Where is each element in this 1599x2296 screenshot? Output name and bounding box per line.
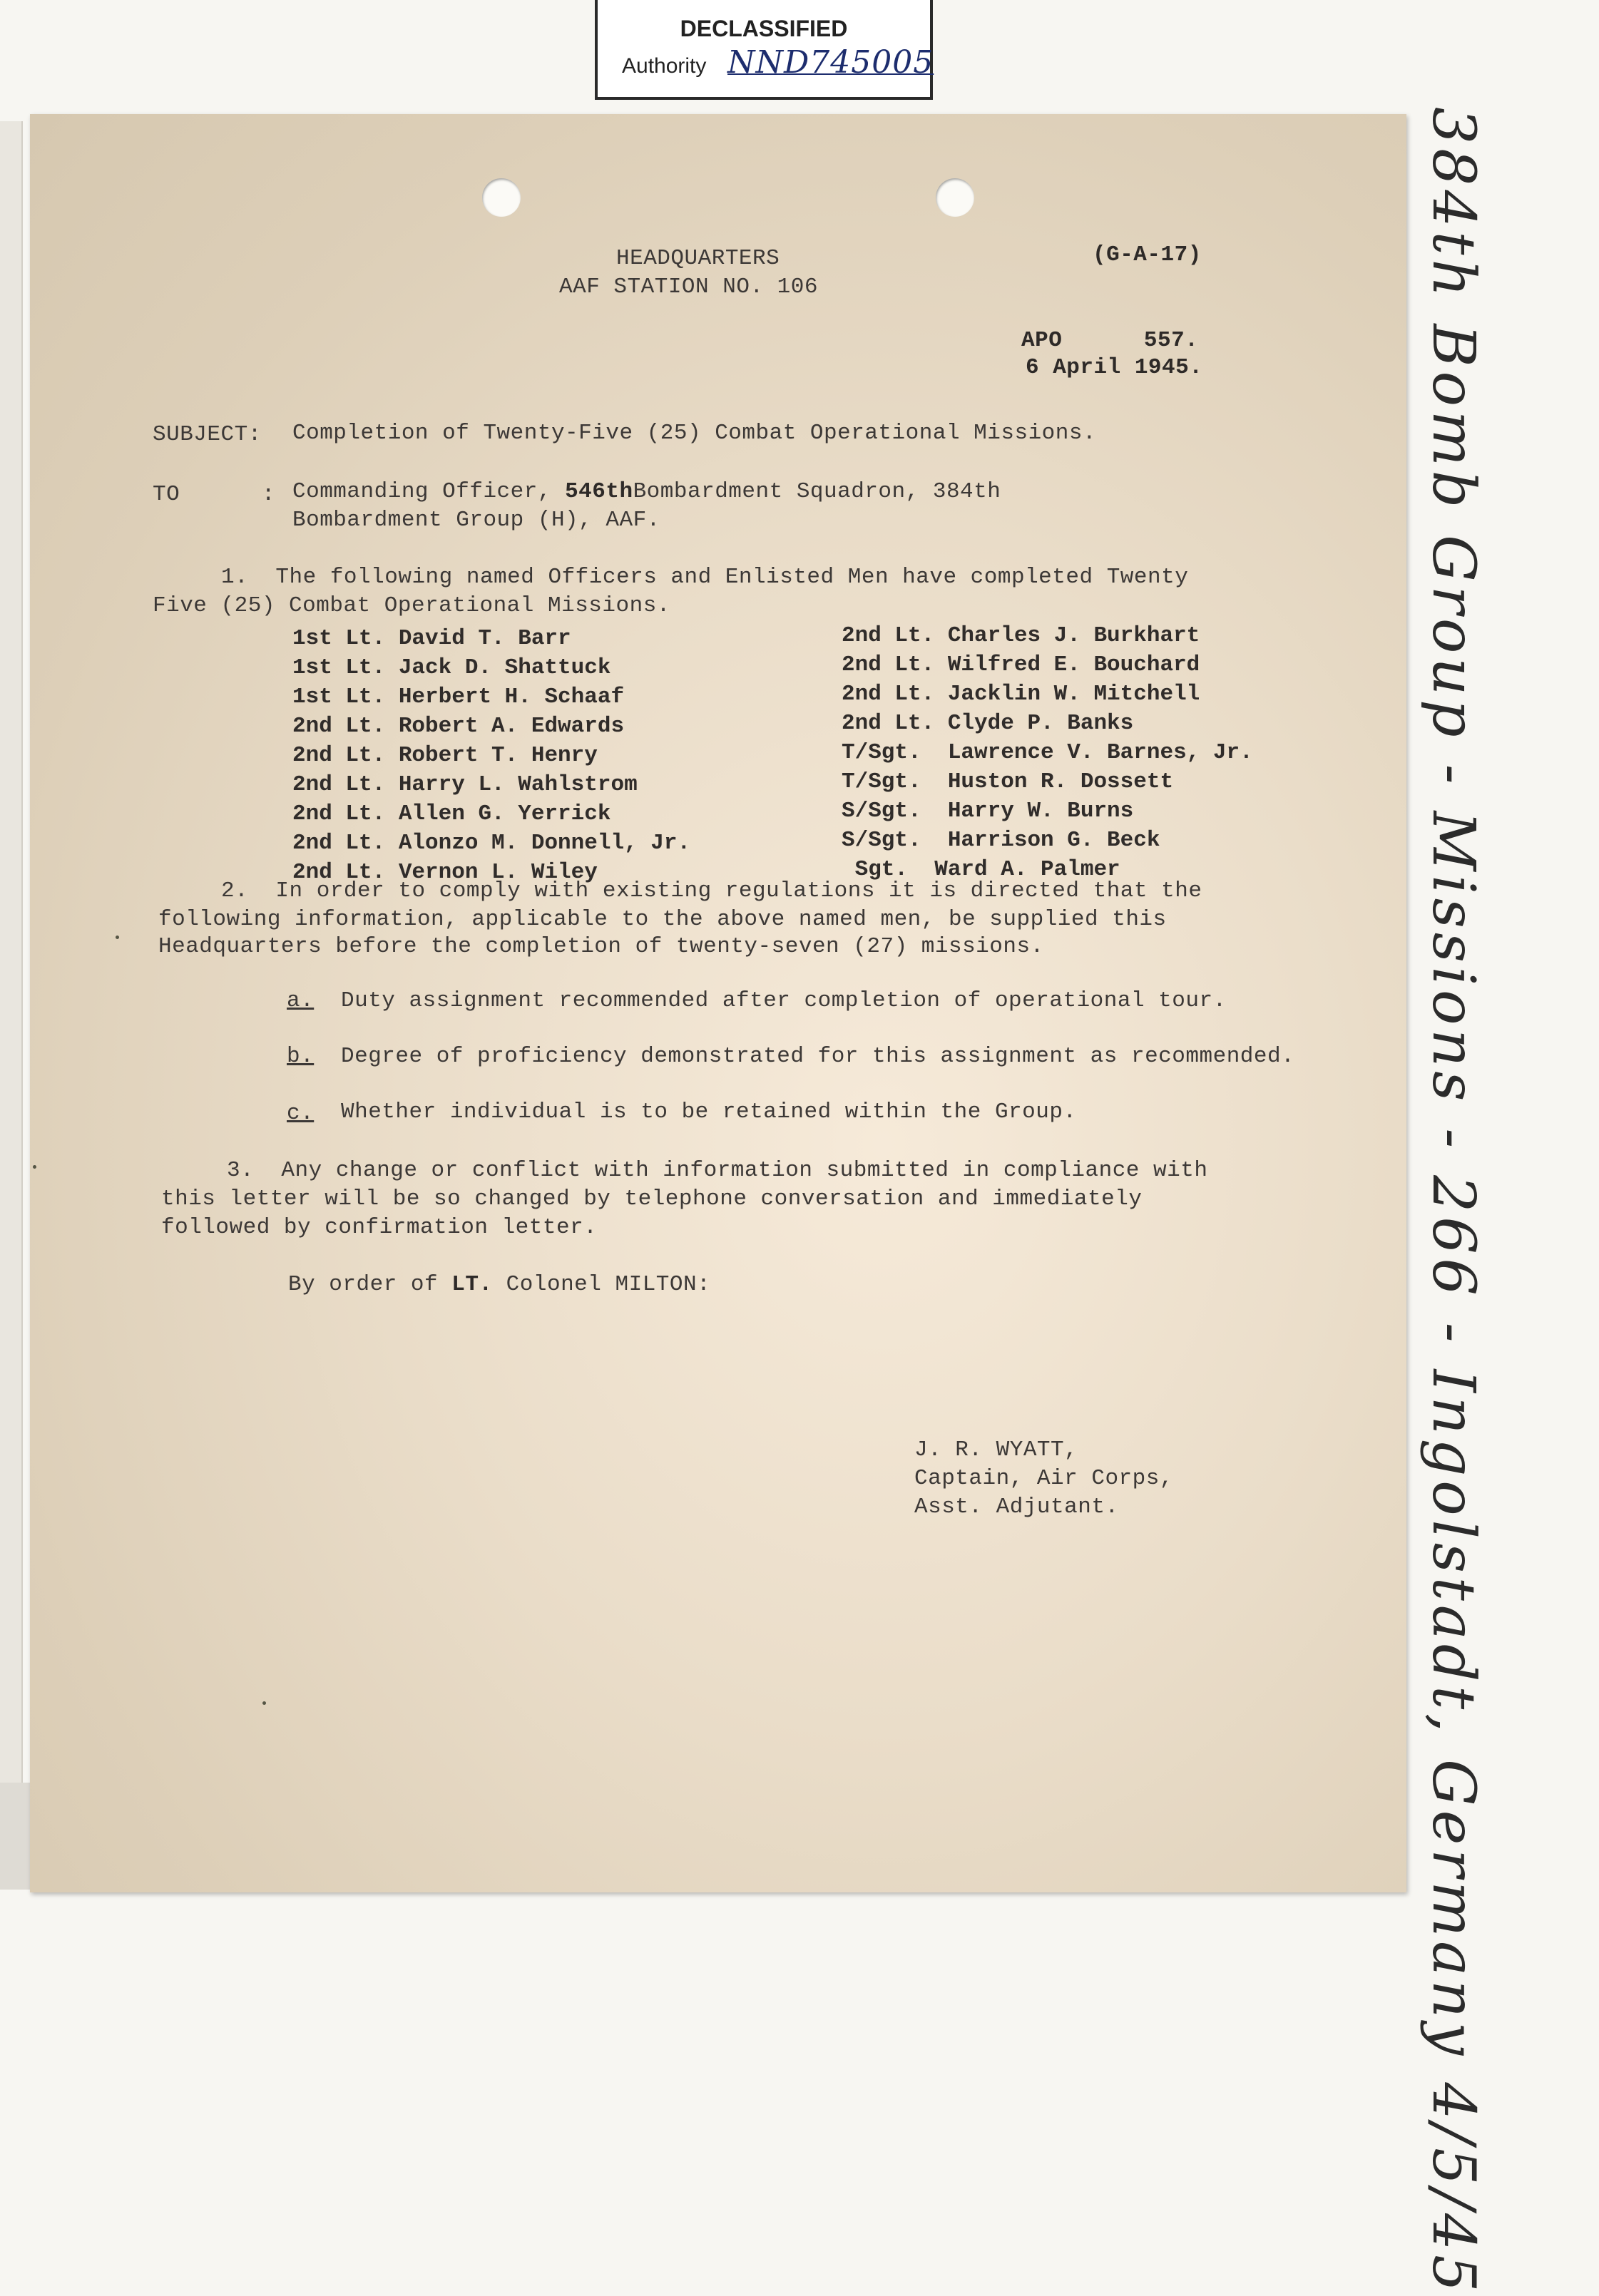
punch-hole-left xyxy=(482,178,521,217)
item-b-text: Degree of proficiency demonstrated for this assignment as recommended. xyxy=(341,1044,1295,1069)
to-recipient: Commanding Officer, xyxy=(292,479,566,504)
squadron-number: 546th xyxy=(565,479,633,504)
personnel-entry: T/Sgt. Huston R. Dossett xyxy=(842,769,1174,794)
order-rank-overstrike: LT. xyxy=(451,1272,493,1297)
personnel-entry: 2nd Lt. Wilfred E. Bouchard xyxy=(842,652,1200,677)
para2-line2: following information, applicable to the above named men, be supplied this xyxy=(158,907,1167,932)
personnel-entry: Sgt. Ward A. Palmer xyxy=(842,857,1120,882)
para3-line2: this letter will be so changed by telephone conversation and immediately xyxy=(161,1187,1143,1211)
to-line-2: Bombardment Group (H), AAF. xyxy=(292,508,660,533)
paper-speck xyxy=(262,1701,266,1705)
document-code: (G-A-17) xyxy=(1093,242,1202,267)
personnel-entry: T/Sgt. Lawrence V. Barnes, Jr. xyxy=(842,740,1253,765)
underlying-page-corner xyxy=(0,1783,31,1890)
declassified-stamp xyxy=(595,0,933,100)
personnel-list-left xyxy=(292,626,690,889)
para2-line1: 2. In order to comply with existing regulations it is directed that the xyxy=(221,878,1202,903)
to-label: TO : xyxy=(153,482,275,507)
personnel-entry: 2nd Lt. Robert T. Henry xyxy=(292,743,598,768)
para1-line1: 1. The following named Officers and Enlisted Men have completed Twenty xyxy=(221,565,1189,590)
item-a-text: Duty assignment recommended after completion of operational tour. xyxy=(341,988,1227,1013)
signature-rank: Captain, Air Corps, xyxy=(914,1466,1173,1491)
item-a-letter: a. xyxy=(287,988,315,1013)
para2-line3: Headquarters before the completion of twenty-seven (27) missions. xyxy=(158,934,1044,959)
paper-speck xyxy=(116,936,119,939)
to-line-1 xyxy=(292,479,1001,504)
personnel-entry: S/Sgt. Harry W. Burns xyxy=(842,799,1134,824)
document-page xyxy=(30,114,1406,1892)
personnel-entry: 2nd Lt. Jacklin W. Mitchell xyxy=(842,682,1200,707)
personnel-entry: 2nd Lt. Clyde P. Banks xyxy=(842,711,1134,736)
personnel-entry: 2nd Lt. Alonzo M. Donnell, Jr. xyxy=(292,831,691,856)
subject-text: Completion of Twenty-Five (25) Combat Operational Missions. xyxy=(292,421,1097,446)
order-line xyxy=(288,1272,710,1297)
document-date: 6 April 1945. xyxy=(1026,355,1203,380)
para3-line1: 3. Any change or conflict with information submitted in compliance with xyxy=(227,1158,1208,1183)
personnel-list-right xyxy=(842,623,1253,886)
order-prefix: By order of xyxy=(288,1272,452,1297)
para1-line2: Five (25) Combat Operational Missions. xyxy=(153,593,670,618)
item-b-letter: b. xyxy=(287,1044,315,1069)
personnel-entry: 2nd Lt. Allen G. Yerrick xyxy=(292,801,611,826)
para3-line3: followed by confirmation letter. xyxy=(161,1215,598,1240)
paper-speck xyxy=(33,1165,36,1169)
apo-number: APO 557. xyxy=(1021,328,1199,353)
subject-label: SUBJECT: xyxy=(153,422,262,447)
order-colonel: Colonel MILTON: xyxy=(492,1272,711,1297)
to-squadron: Bombardment Squadron, 384th xyxy=(633,479,1001,504)
personnel-entry: 2nd Lt. Charles J. Burkhart xyxy=(842,623,1200,648)
personnel-entry: 1st Lt. Jack D. Shattuck xyxy=(292,655,611,680)
stamp-title: DECLASSIFIED xyxy=(680,16,848,41)
stamp-authority-value: NND745005 xyxy=(727,44,934,81)
signature-name: J. R. WYATT, xyxy=(914,1437,1078,1462)
header-station: AAF STATION NO. 106 xyxy=(559,275,818,299)
signature-title: Asst. Adjutant. xyxy=(914,1495,1119,1519)
item-c-text: Whether individual is to be retained within the Group. xyxy=(341,1100,1077,1124)
personnel-entry: 1st Lt. David T. Barr xyxy=(292,626,571,651)
handwritten-side-note: 384th Bomb Group - Missions - 266 - Ingolstadt, Germany 4/5/45 xyxy=(1419,107,1487,2296)
personnel-entry: 2nd Lt. Robert A. Edwards xyxy=(292,714,625,739)
personnel-entry: 2nd Lt. Harry L. Wahlstrom xyxy=(292,772,638,797)
stamp-authority-label: Authority xyxy=(622,54,707,78)
header-headquarters: HEADQUARTERS xyxy=(616,246,780,271)
personnel-entry: 2nd Lt. Vernon L. Wiley xyxy=(292,860,598,885)
underlying-page-edge xyxy=(0,121,23,1890)
punch-hole-right xyxy=(936,178,974,217)
item-c-letter: c. xyxy=(287,1101,315,1126)
personnel-entry: S/Sgt. Harrison G. Beck xyxy=(842,828,1160,853)
personnel-entry: 1st Lt. Herbert H. Schaaf xyxy=(292,685,625,709)
